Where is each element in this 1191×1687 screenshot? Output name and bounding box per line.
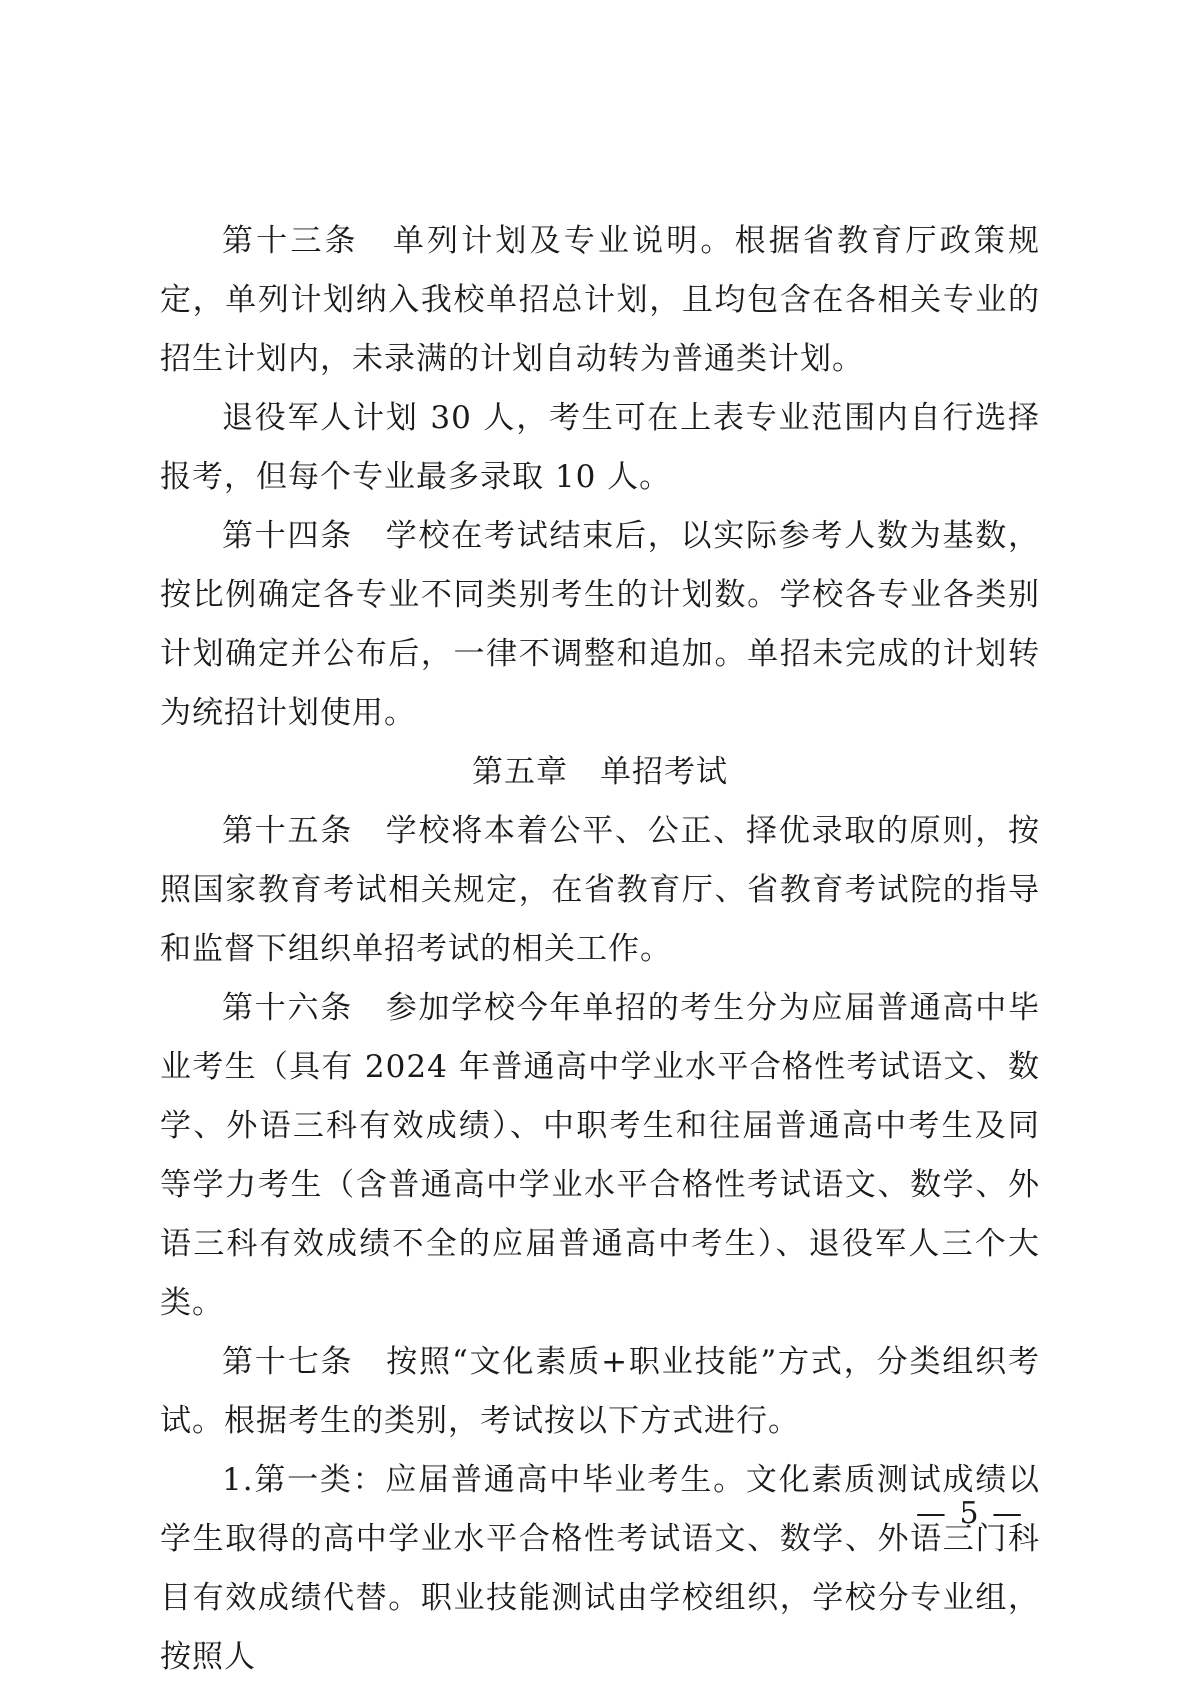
category-1-paragraph: 1.第一类：应届普通高中毕业考生。文化素质测试成绩以学生取得的高中学业水平合格性考试语文、数学、外语三门科目有效成绩代替。职业技能测试由学校组织，学校分专业组，按照人: [160, 1462, 1040, 1675]
chapter-heading: 第五章 单招考试: [472, 754, 728, 790]
article-14-paragraph: 第十四条 学校在考试结束后，以实际参考人数为基数，按比例确定各专业不同类别考生的计划数。学校各专业各类别计划确定并公布后，一律不调整和追加。单招未完成的计划转为统招计划使用。: [160, 518, 1040, 731]
article-17-paragraph: 第十七条 按照“文化素质+职业技能”方式，分类组织考试。根据考生的类别，考试按以下方式进行。: [160, 1344, 1040, 1439]
document-body: [160, 212, 1040, 1687]
veterans-plan-paragraph: 退役军人计划 30 人，考生可在上表专业范围内自行选择报考，但每个专业最多录取 10 人。: [160, 400, 1040, 495]
page-number: — 5 —: [915, 1496, 1025, 1531]
article-15-paragraph: 第十五条 学校将本着公平、公正、择优录取的原则，按照国家教育考试相关规定，在省教育厅、省教育考试院的指导和监督下组织单招考试的相关工作。: [160, 813, 1040, 967]
article-13-paragraph: 第十三条 单列计划及专业说明。根据省教育厅政策规定，单列计划纳入我校单招总计划，且均包含在各相关专业的招生计划内，未录满的计划自动转为普通类计划。: [160, 223, 1040, 377]
article-16-paragraph: 第十六条 参加学校今年单招的考生分为应届普通高中毕业考生（具有 2024 年普通高中学业水平合格性考试语文、数学、外语三科有效成绩）、中职考生和往届普通高中考生及同等学力考生（含普通高中学业水平合格性考试语文、数学、外语三科有效成绩不全的应届普通高中考生）、退役军人三个大类。: [160, 990, 1040, 1321]
